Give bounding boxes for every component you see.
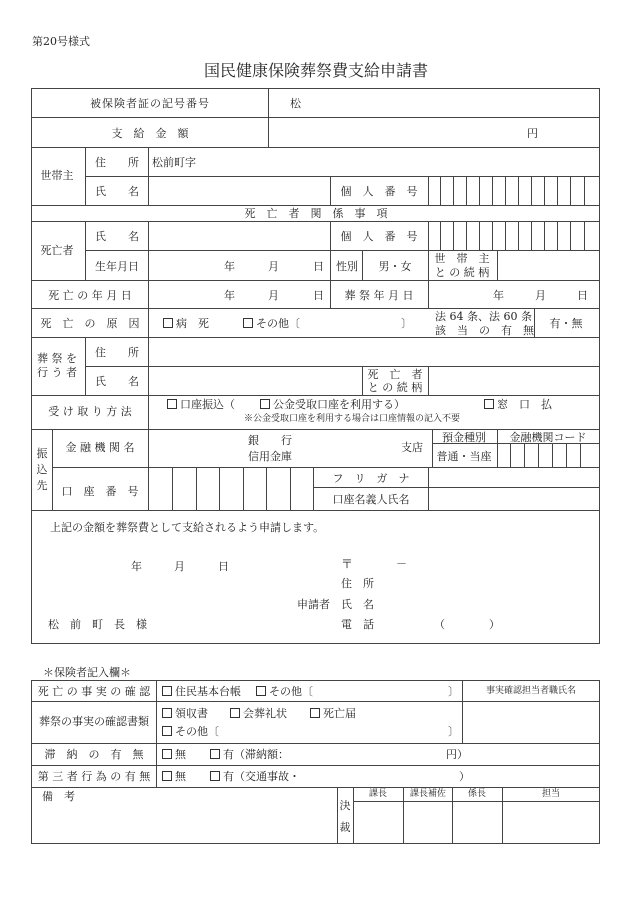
deposit-type-label: 預金種別 xyxy=(442,431,486,444)
application-statement: 上記の金額を葬祭費として支給されるよう申請します。 xyxy=(50,521,325,534)
cause-other-checkbox[interactable]: その他〔 xyxy=(243,318,300,329)
organizer-label-1: 葬 祭 を xyxy=(37,352,77,365)
death-day: 日 xyxy=(313,289,324,302)
cause-illness-checkbox[interactable]: 病 死 xyxy=(163,318,209,329)
application-day: 日 xyxy=(218,560,229,573)
law-applicable-label-1: 法 64 条、法 60 条 xyxy=(435,310,532,323)
arrears-label: 滞 納 の 有 無 xyxy=(44,748,144,761)
receipt-method-label: 受 け 取 り 方 法 xyxy=(48,405,132,418)
applicant-label: 申請者 xyxy=(297,598,330,611)
third-party-close: ） xyxy=(459,770,470,783)
form-title: 国民健康保険葬祭費支給申請書 xyxy=(203,61,429,80)
branch-label: 支店 xyxy=(401,441,423,454)
insurer-table xyxy=(31,680,600,844)
applicant-address-label: 住 所 xyxy=(341,577,374,590)
funeral-month: 月 xyxy=(535,289,546,302)
postal-mark: 〒 xyxy=(341,557,354,571)
organizer-name-label: 氏 名 xyxy=(95,375,139,388)
funeral-docs-close: 〕 xyxy=(448,725,459,738)
transfer-label-2: 込 xyxy=(36,463,48,476)
deceased-name-label: 氏 名 xyxy=(95,230,139,243)
arrears-close: 円） xyxy=(446,748,468,761)
condolence-letter-checkbox[interactable]: 会葬礼状 xyxy=(230,708,287,719)
form-number: 第20号様式 xyxy=(32,35,90,48)
death-check-close: 〕 xyxy=(448,685,459,698)
householder-label: 世帯主 xyxy=(40,169,74,182)
public-account-note: ※公金受取口座を利用する場合は口座情報の記入不要 xyxy=(244,414,461,424)
cause-label: 死 亡 の 原 因 xyxy=(40,317,140,330)
postal-dash: － xyxy=(396,557,407,570)
deposit-type-value: 普通・当座 xyxy=(436,450,492,463)
third-party-label: 第 三 者 行 為 の 有 無 xyxy=(37,770,151,783)
insured-number-value: 松 xyxy=(290,97,301,110)
sex-label: 性別 xyxy=(336,260,358,273)
receipt-doc-checkbox[interactable]: 領収書 xyxy=(162,708,208,719)
funeral-docs-label: 葬祭の事実の確認書類 xyxy=(39,715,149,728)
funeral-year: 年 xyxy=(493,289,504,302)
bank-name-label: 金 融 機 関 名 xyxy=(65,441,135,454)
transfer-label-1: 振 xyxy=(36,447,48,460)
householder-address-value: 松前町字 xyxy=(152,156,196,169)
organizer-label-2: 行 う 者 xyxy=(37,366,77,379)
resident-registry-checkbox[interactable]: 住民基本台帳 xyxy=(162,686,241,697)
applicant-phone-label: 電 話 xyxy=(341,618,374,631)
third-party-yes-checkbox[interactable]: 有（交通事故・ xyxy=(210,771,300,782)
insured-number-label: 被保険者証の記号番号 xyxy=(90,97,210,110)
law-applicable-label-2: 該 当 の 有 無 xyxy=(435,324,534,337)
deceased-birth-label: 生年月日 xyxy=(95,260,139,273)
organizer-relation-1: 死 亡 者 xyxy=(367,368,423,381)
sex-value: 男・女 xyxy=(378,260,412,273)
organizer-relation-2: と の 続 柄 xyxy=(367,381,423,394)
amount-label: 支 給 金 額 xyxy=(111,127,189,140)
birth-year: 年 xyxy=(224,260,235,273)
law-applicable-value: 有・無 xyxy=(549,317,583,330)
death-year: 年 xyxy=(224,289,235,302)
deceased-id-label: 個 人 番 号 xyxy=(340,230,418,243)
approval-label-2: 裁 xyxy=(339,821,351,834)
householder-name-label: 氏 名 xyxy=(95,185,139,198)
applicant-phone-paren: （ ） xyxy=(434,618,500,631)
arrears-no-checkbox[interactable]: 無 xyxy=(162,749,186,760)
funeral-day: 日 xyxy=(577,289,588,302)
account-holder-label: 口座名義人氏名 xyxy=(332,493,410,506)
funeral-docs-other-checkbox[interactable]: その他〔 xyxy=(162,726,219,737)
approver-deputy-chief: 課長補佐 xyxy=(409,789,447,799)
relation-label-1: 世 帯 主 xyxy=(434,252,490,265)
addressee: 松 前 町 長 様 xyxy=(48,618,147,631)
approval-label-1: 決 xyxy=(339,799,351,812)
birth-month: 月 xyxy=(268,260,279,273)
approver-section-chief: 課長 xyxy=(368,789,388,799)
arrears-yes-checkbox[interactable]: 有（滞納額： xyxy=(210,749,289,760)
approver-supervisor: 係長 xyxy=(467,789,487,799)
officer-label: 事実確認担当者職氏名 xyxy=(485,686,577,696)
funeral-date-label: 葬 祭 年 月 日 xyxy=(344,289,414,302)
householder-address-label: 住 所 xyxy=(95,156,139,169)
householder-id-label: 個 人 番 号 xyxy=(340,185,418,198)
account-number-label: 口 座 番 号 xyxy=(61,485,139,498)
death-date-label: 死 亡 の 年 月 日 xyxy=(48,289,132,302)
insurer-heading: ＊保険者記入欄＊ xyxy=(43,666,131,679)
bank-type-2: 信用金庫 xyxy=(248,450,292,463)
third-party-no-checkbox[interactable]: 無 xyxy=(162,771,186,782)
furigana-label: フ リ ガ ナ xyxy=(332,472,410,485)
death-notice-checkbox[interactable]: 死亡届 xyxy=(310,708,356,719)
death-check-other-checkbox[interactable]: その他〔 xyxy=(256,686,313,697)
window-payment-checkbox[interactable]: 窓 口 払 xyxy=(484,399,552,410)
remarks-label: 備 考 xyxy=(42,790,75,803)
death-check-label: 死 亡 の 事 実 の 確 認 xyxy=(37,685,151,698)
transfer-label-3: 先 xyxy=(36,479,48,492)
deceased-label: 死亡者 xyxy=(40,244,74,257)
public-account-checkbox[interactable]: 公金受取口座を利用する） xyxy=(260,399,405,410)
relation-label-2: と の 続 柄 xyxy=(434,266,490,279)
bank-type-1: 銀 行 xyxy=(248,434,292,447)
death-month: 月 xyxy=(268,289,279,302)
amount-unit: 円 xyxy=(527,127,538,140)
birth-day: 日 xyxy=(313,260,324,273)
deceased-section-heading: 死 亡 者 関 係 事 項 xyxy=(244,207,388,220)
cause-other-close: 〕 xyxy=(401,317,412,330)
application-month: 月 xyxy=(174,560,185,573)
application-year: 年 xyxy=(131,560,142,573)
applicant-name-label: 氏 名 xyxy=(341,598,374,611)
approver-staff: 担当 xyxy=(541,789,561,799)
organizer-address-label: 住 所 xyxy=(95,346,139,359)
account-transfer-checkbox[interactable]: 口座振込（ xyxy=(167,399,235,410)
bank-code-label: 金融機関コード xyxy=(509,431,587,444)
